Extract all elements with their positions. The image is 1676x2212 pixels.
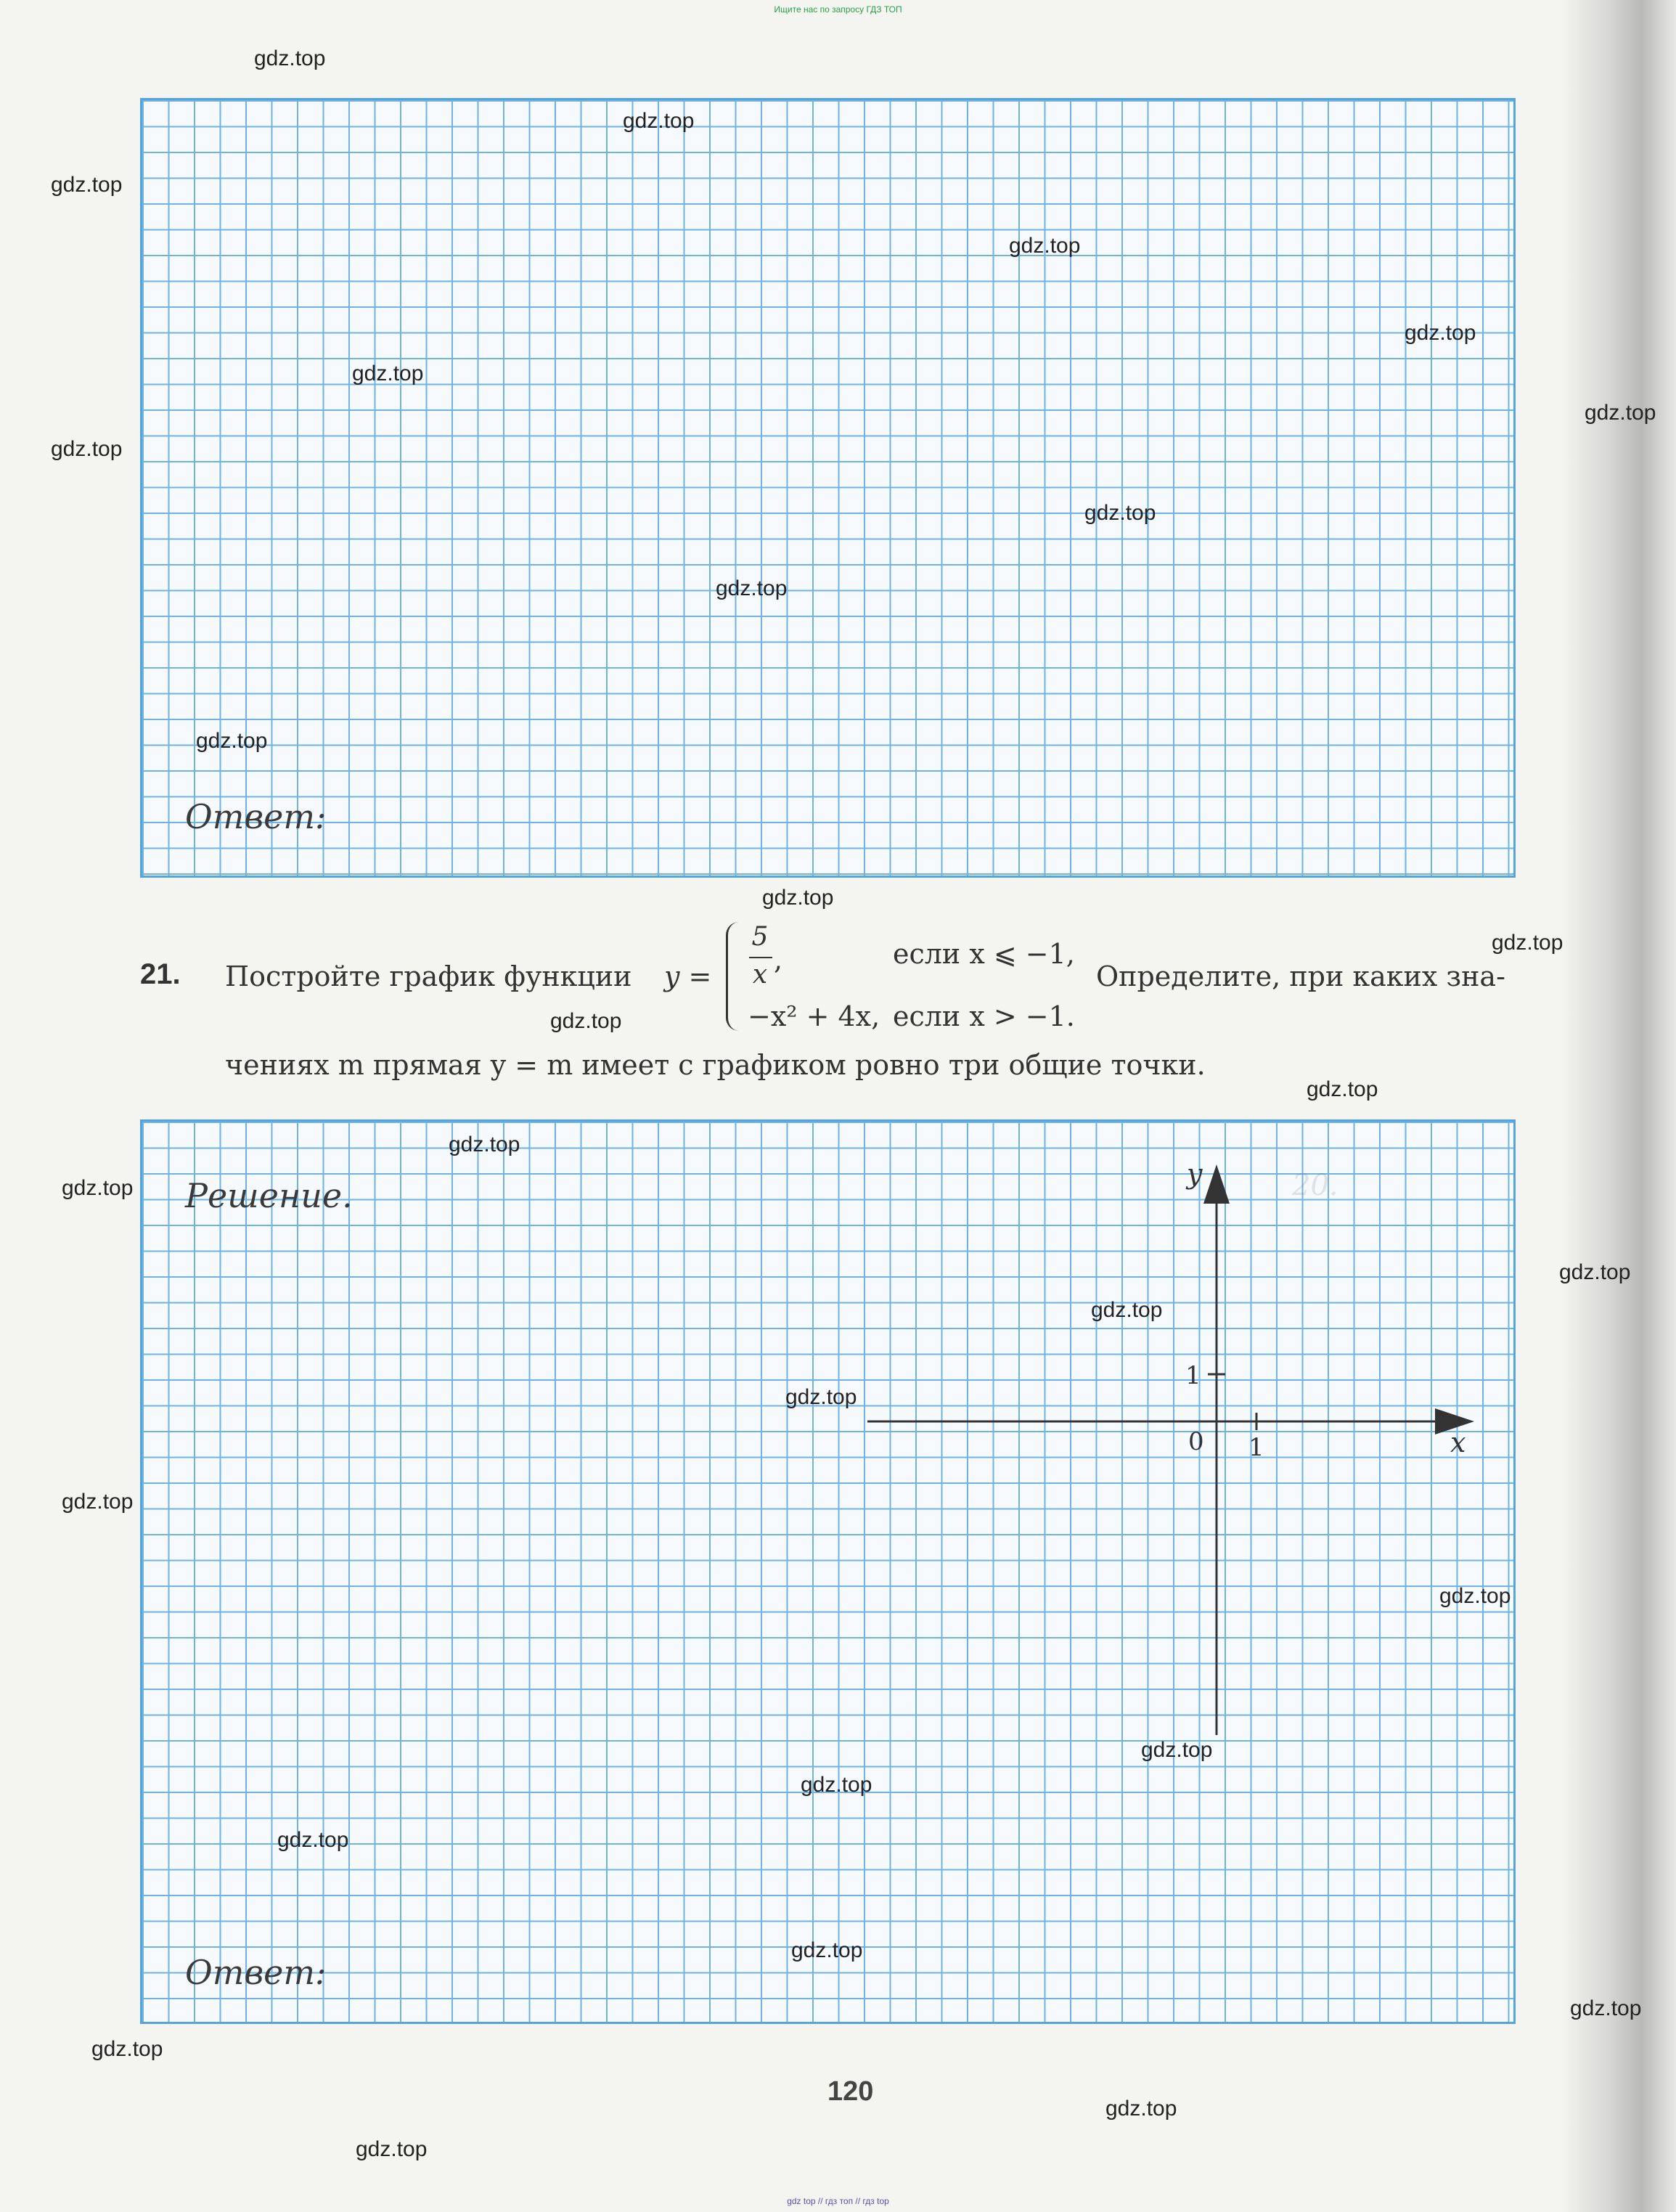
case2-expression: −x² + 4x, xyxy=(748,1000,880,1032)
watermark: gdz.top xyxy=(1307,1077,1378,1101)
watermark: gdz.top xyxy=(277,1828,349,1852)
task-number: 21. xyxy=(140,958,181,990)
watermark: gdz.top xyxy=(196,729,268,753)
watermark: gdz.top xyxy=(51,437,123,461)
x-axis-label: x xyxy=(1450,1427,1466,1458)
watermark: gdz.top xyxy=(1105,2097,1177,2121)
watermark: gdz.top xyxy=(1084,501,1156,525)
watermark: gdz.top xyxy=(62,1176,134,1200)
watermark: gdz.top xyxy=(716,576,788,600)
origin-label: 0 xyxy=(1188,1427,1204,1456)
y-unit-label: 1 xyxy=(1185,1361,1201,1390)
watermark: gdz.top xyxy=(1141,1738,1213,1762)
watermark: gdz.top xyxy=(1439,1584,1511,1608)
case1-comma: , xyxy=(774,944,783,976)
watermark: gdz.top xyxy=(51,173,123,197)
watermark: gdz.top xyxy=(623,109,695,133)
watermark: gdz.top xyxy=(1585,401,1656,425)
task-line-2: чениях m прямая y = m имеет с графиком ровно три общие точки. xyxy=(225,1049,1206,1081)
y-axis-label: y xyxy=(1187,1158,1203,1190)
watermark: gdz.top xyxy=(1405,321,1476,345)
solution-label: Решение. xyxy=(185,1176,353,1215)
page-number: 120 xyxy=(827,2076,874,2107)
watermark: gdz.top xyxy=(1091,1298,1163,1322)
watermark: gdz.top xyxy=(550,1009,622,1033)
function-y-eq: y = xyxy=(664,960,712,992)
watermark: gdz.top xyxy=(254,46,326,70)
bottom-banner: gdz top // гдз топ // гдз top xyxy=(787,2196,889,2206)
watermark: gdz.top xyxy=(91,2037,163,2061)
task-intro: Постройте график функции xyxy=(225,960,632,992)
bleed-through-text: 20. xyxy=(1292,1169,1338,1202)
fraction-numerator: 5 xyxy=(751,922,769,952)
case2-condition: если x > −1. xyxy=(893,1000,1075,1032)
watermark: gdz.top xyxy=(356,2137,428,2161)
fraction-denominator: x xyxy=(752,960,768,989)
watermark: gdz.top xyxy=(62,1490,134,1514)
case1-condition: если x ⩽ −1, xyxy=(893,938,1075,970)
answer-label-bottom: Ответ: xyxy=(185,1953,327,1992)
watermark: gdz.top xyxy=(1492,931,1563,955)
watermark: gdz.top xyxy=(1009,234,1081,258)
watermark: gdz.top xyxy=(791,1938,863,1962)
watermark: gdz.top xyxy=(1559,1260,1631,1284)
x-unit-label: 1 xyxy=(1248,1433,1264,1462)
watermark: gdz.top xyxy=(801,1773,872,1797)
watermark: gdz.top xyxy=(1570,1996,1642,2020)
task-intro-tail: Определите, при каких зна- xyxy=(1096,960,1505,992)
watermark: gdz.top xyxy=(762,886,834,910)
watermark: gdz.top xyxy=(449,1132,520,1156)
watermark: gdz.top xyxy=(785,1385,857,1409)
watermark: gdz.top xyxy=(352,362,424,385)
answer-label-top: Ответ: xyxy=(185,797,327,836)
top-banner: Ищите нас по запросу ГДЗ ТОП xyxy=(774,4,902,15)
